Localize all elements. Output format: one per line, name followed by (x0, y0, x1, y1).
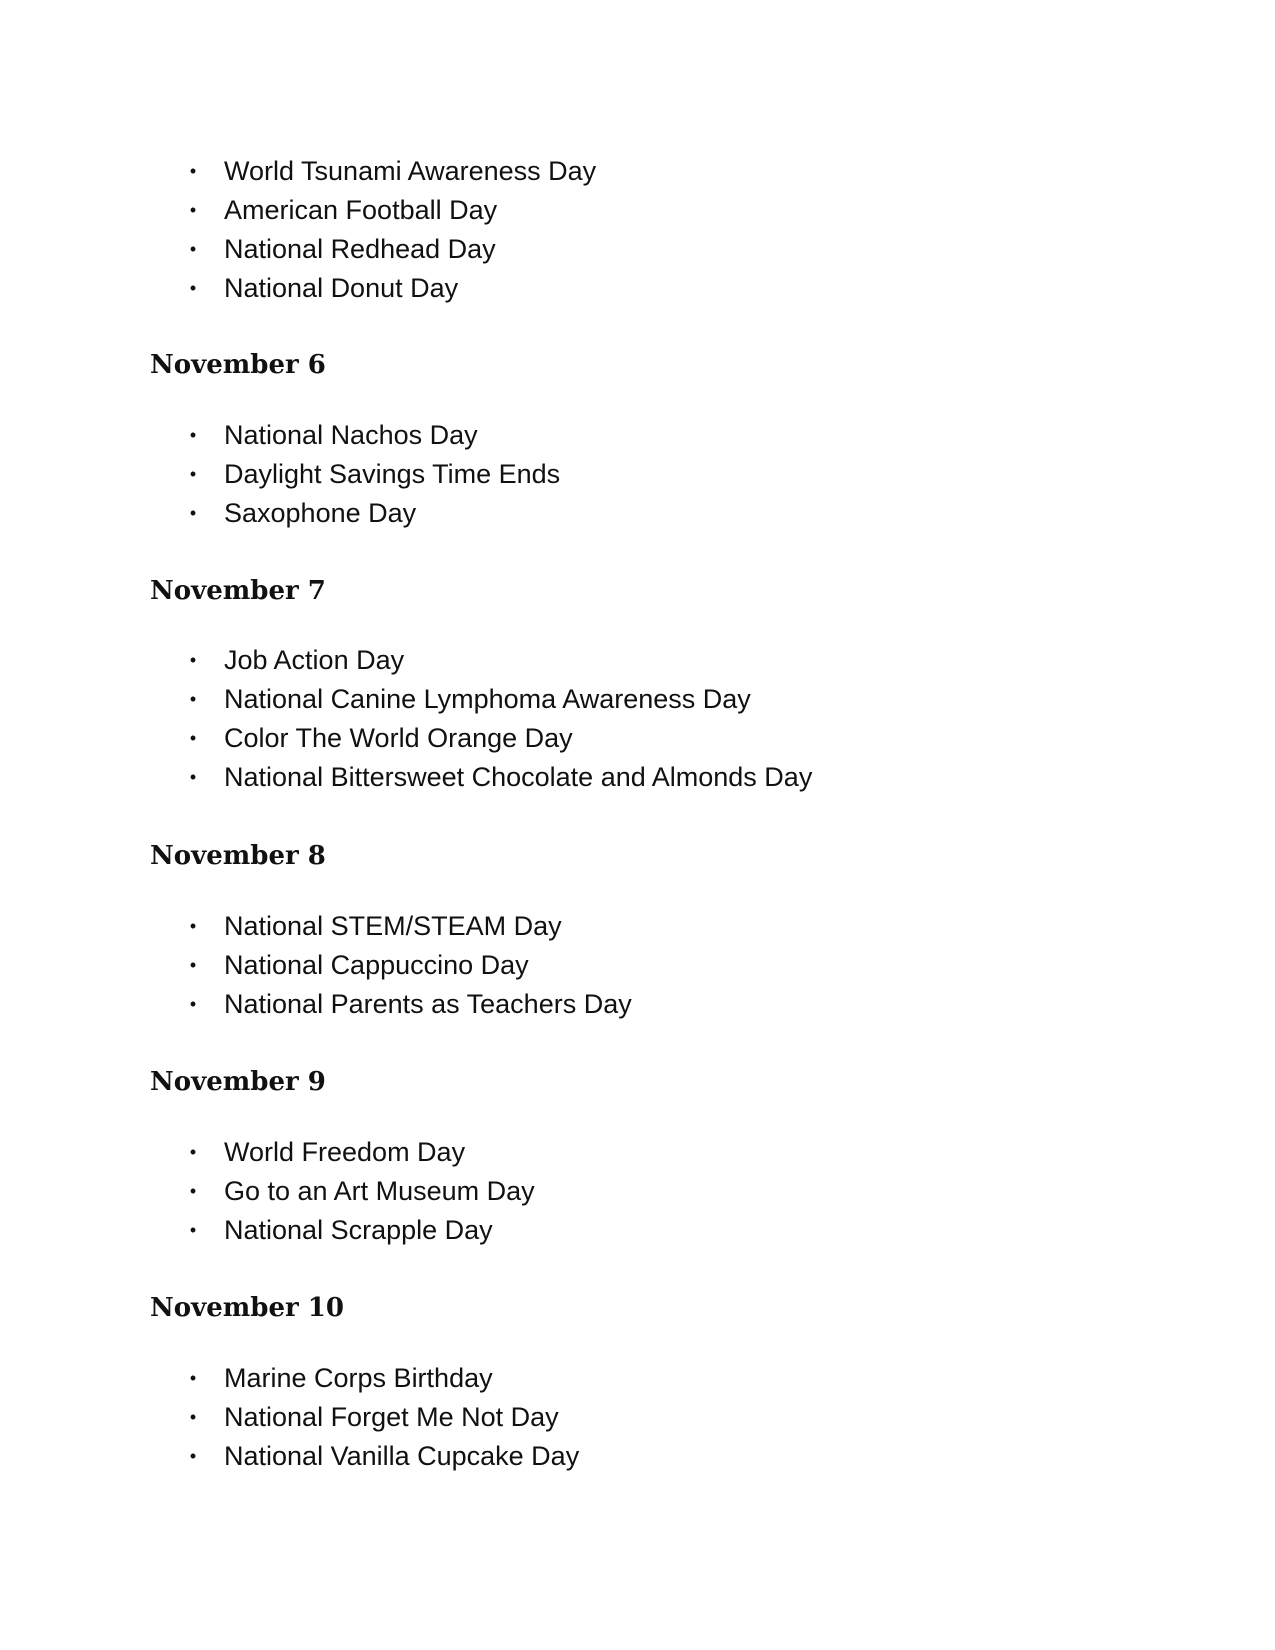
bullet-icon: • (189, 464, 197, 484)
bullet-icon: • (189, 916, 197, 936)
bullet-icon: • (189, 728, 197, 748)
bullet-icon: • (189, 200, 197, 220)
bullet-icon: • (189, 767, 197, 787)
list-item-label: National Canine Lymphoma Awareness Day (224, 684, 751, 714)
list-item-label: National Vanilla Cupcake Day (224, 1441, 580, 1471)
list-item (0, 191, 1275, 230)
holiday-list (0, 641, 1275, 797)
bullet-icon: • (189, 1407, 197, 1427)
list-item (0, 758, 1275, 797)
bullet-icon: • (189, 1181, 197, 1201)
list-item (0, 455, 1275, 494)
list-item (0, 1172, 1275, 1211)
section-heading-november-7: November 7 (150, 576, 326, 606)
list-item (0, 1398, 1275, 1437)
list-item-label: Marine Corps Birthday (224, 1363, 493, 1393)
holiday-list (0, 907, 1275, 1024)
list-item-label: National Redhead Day (224, 234, 496, 264)
bullet-icon: • (189, 425, 197, 445)
list-item (0, 1437, 1275, 1476)
section-heading-november-6: November 6 (150, 350, 326, 380)
list-item-label: Saxophone Day (224, 498, 417, 528)
bullet-icon: • (189, 278, 197, 298)
list-item (0, 946, 1275, 985)
bullet-icon: • (189, 955, 197, 975)
bullet-icon: • (189, 689, 197, 709)
bullet-icon: • (189, 650, 197, 670)
holiday-list (0, 152, 1275, 308)
list-item-label: National Forget Me Not Day (224, 1402, 559, 1432)
list-item (0, 269, 1275, 308)
list-item-label: World Freedom Day (224, 1137, 466, 1167)
list-item (0, 1211, 1275, 1250)
list-item-label: American Football Day (224, 195, 498, 225)
list-item (0, 494, 1275, 533)
list-item-label: Job Action Day (224, 645, 405, 675)
holiday-list (0, 1133, 1275, 1250)
list-item-label: National Bittersweet Chocolate and Almonds Day (224, 762, 813, 792)
list-item (0, 230, 1275, 269)
list-item (0, 680, 1275, 719)
section-heading-november-9: November 9 (150, 1067, 326, 1097)
list-item-label: National STEM/STEAM Day (224, 911, 562, 941)
list-item (0, 1359, 1275, 1398)
list-item-label: National Cappuccino Day (224, 950, 529, 980)
list-item-label: Color The World Orange Day (224, 723, 573, 753)
list-item-label: National Donut Day (224, 273, 459, 303)
list-item-label: Daylight Savings Time Ends (224, 459, 561, 489)
bullet-icon: • (189, 503, 197, 523)
bullet-icon: • (189, 239, 197, 259)
list-item-label: National Nachos Day (224, 420, 478, 450)
list-item (0, 152, 1275, 191)
list-item (0, 641, 1275, 680)
list-item (0, 985, 1275, 1024)
holiday-list (0, 416, 1275, 533)
list-item (0, 1133, 1275, 1172)
bullet-icon: • (189, 1368, 197, 1388)
section-heading-november-10: November 10 (150, 1293, 344, 1323)
list-item (0, 416, 1275, 455)
list-item-label: National Parents as Teachers Day (224, 989, 632, 1019)
bullet-icon: • (189, 1142, 197, 1162)
bullet-icon: • (189, 1220, 197, 1240)
holiday-list (0, 1359, 1275, 1476)
list-item (0, 719, 1275, 758)
list-item-label: World Tsunami Awareness Day (224, 156, 597, 186)
section-heading-november-8: November 8 (150, 841, 326, 871)
list-item-label: Go to an Art Museum Day (224, 1176, 535, 1206)
bullet-icon: • (189, 1446, 197, 1466)
list-item-label: National Scrapple Day (224, 1215, 493, 1245)
bullet-icon: • (189, 161, 197, 181)
bullet-icon: • (189, 994, 197, 1014)
list-item (0, 907, 1275, 946)
